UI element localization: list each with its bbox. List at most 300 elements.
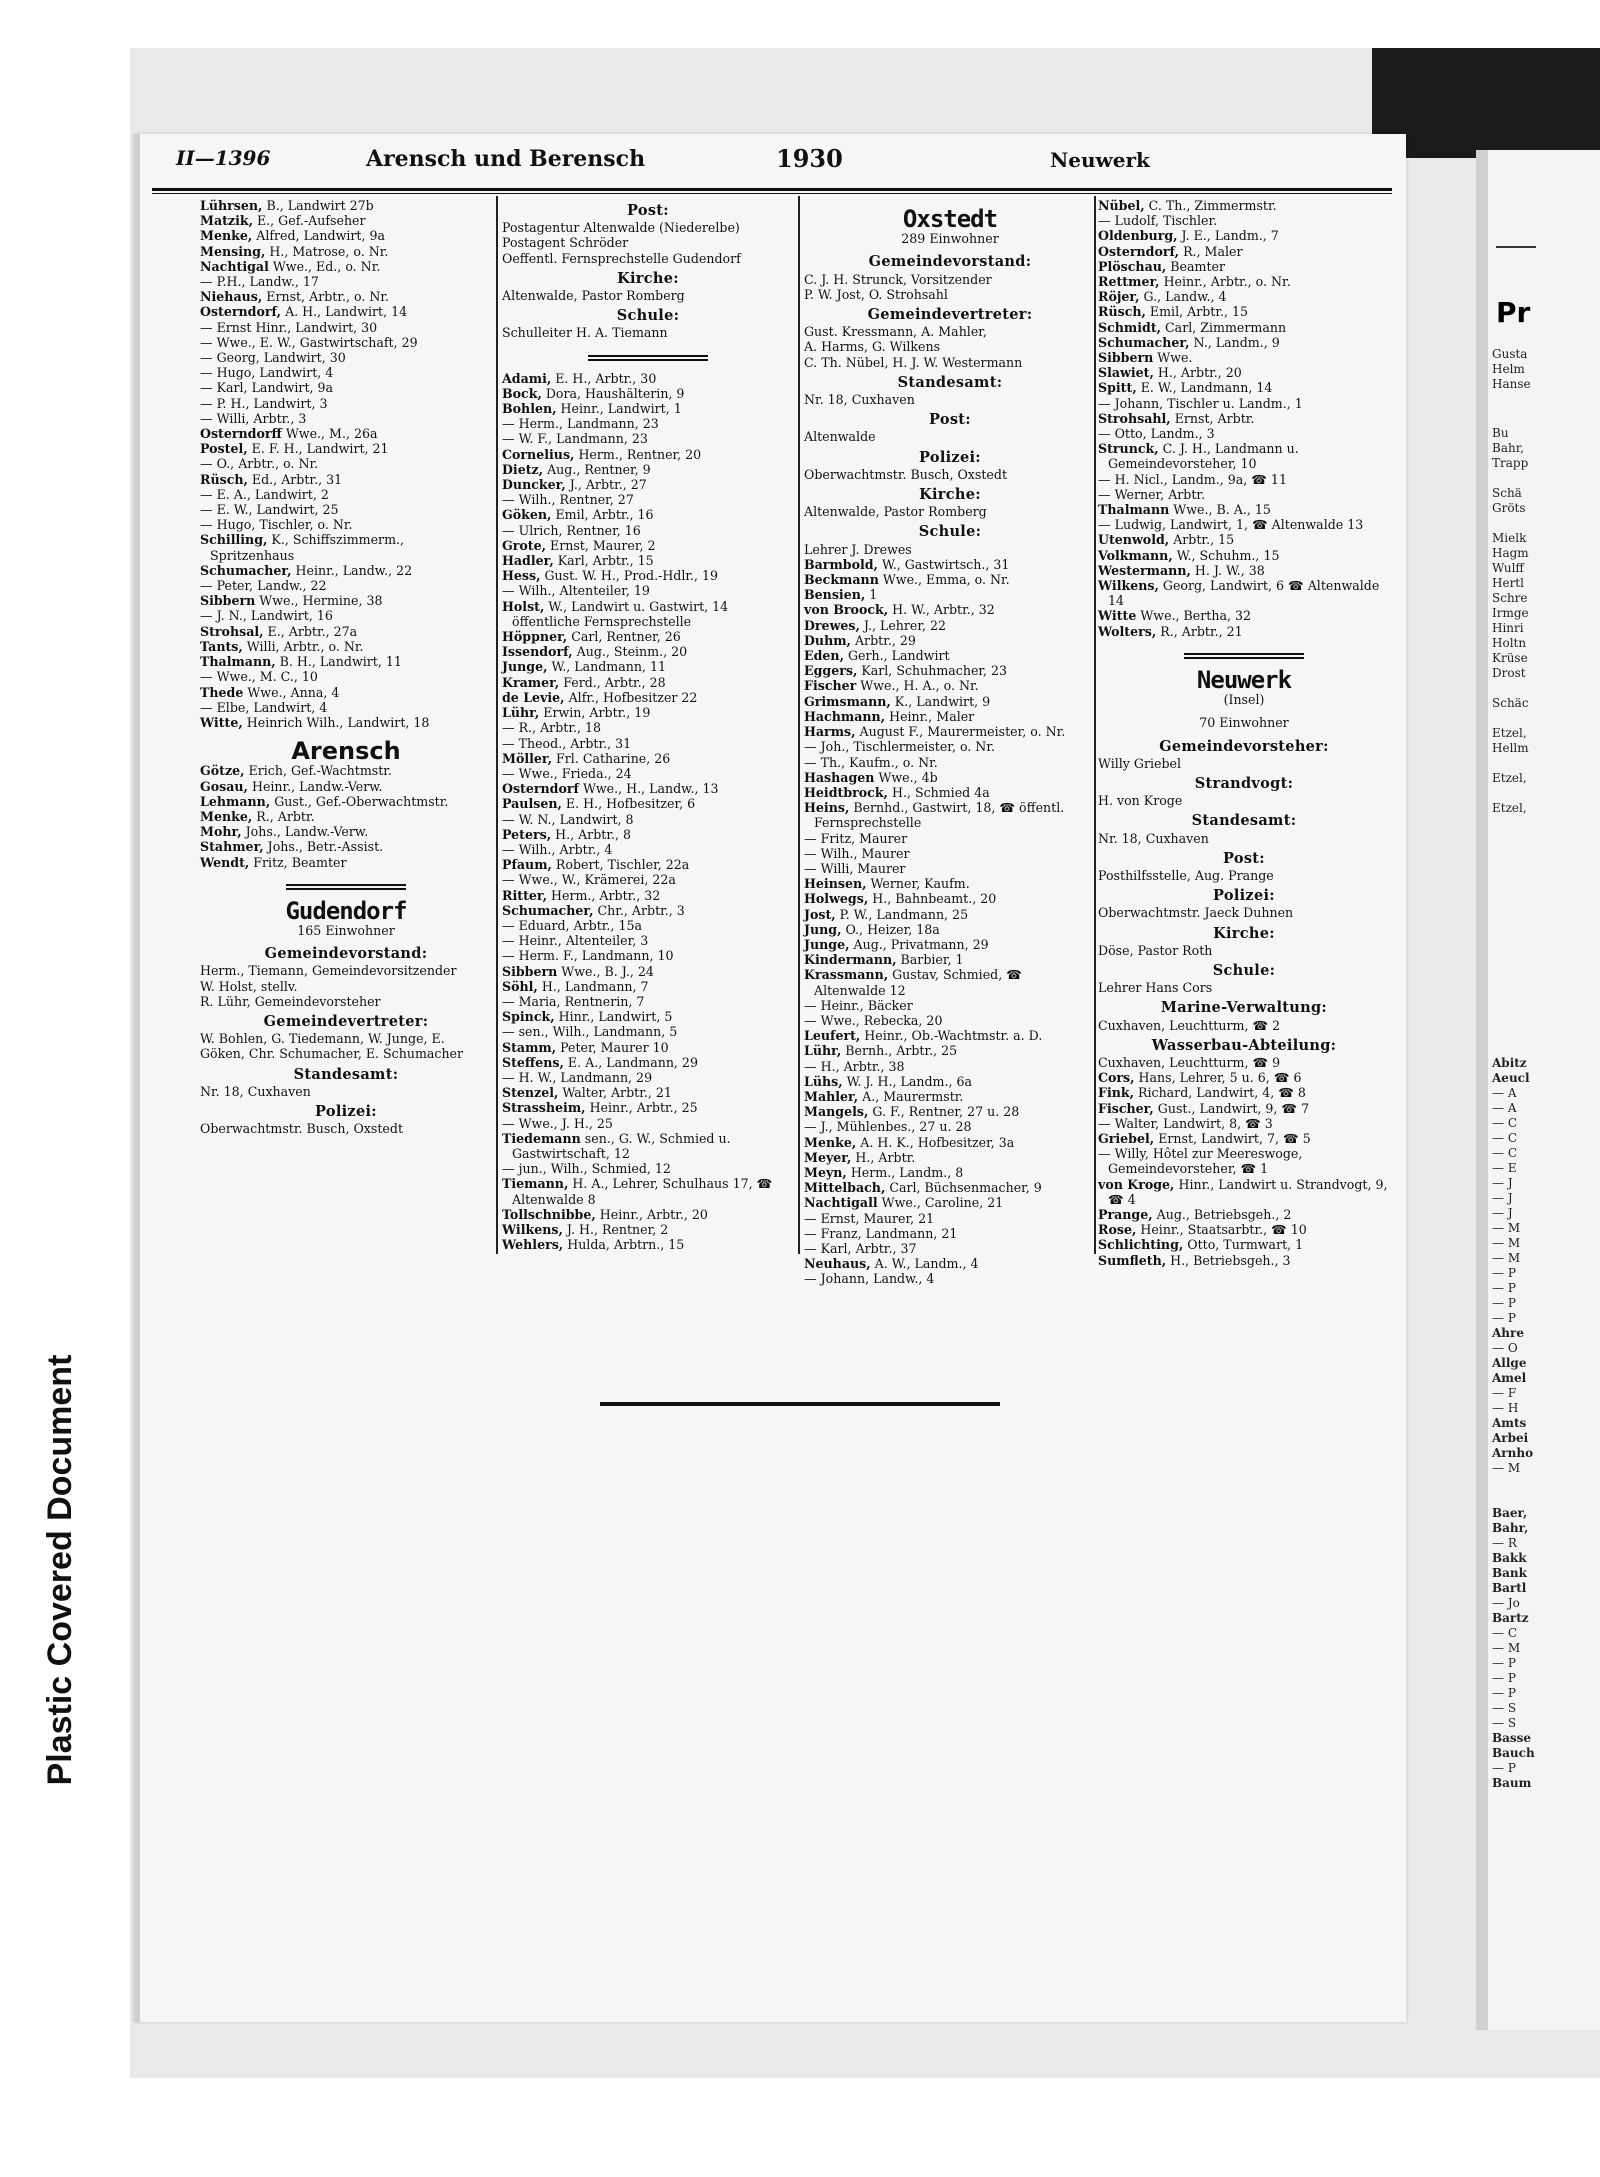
- directory-entry: [1098, 304, 1390, 319]
- directory-entry: [502, 477, 794, 492]
- header-places: Arensch und Berensch: [366, 146, 646, 172]
- entry-details: — Wilh., Rentner, 27: [502, 492, 634, 508]
- directory-entry: [200, 228, 492, 243]
- directory-entry: [502, 431, 794, 446]
- directory-entry: [502, 766, 794, 781]
- section-heading: Schule:: [1212, 961, 1276, 979]
- population-count: (Insel): [1223, 692, 1265, 708]
- entry-details: Heinr., Ob.-Wachtmstr. a. D.: [860, 1028, 1043, 1044]
- adjacent-line: Schä: [1492, 486, 1522, 500]
- section-heading: Polizei:: [315, 1102, 377, 1120]
- directory-entry: [502, 644, 794, 659]
- entry-details: Beamter: [1166, 258, 1225, 274]
- entry-details: Wwe.: [1153, 350, 1193, 366]
- entry-name: Eden,: [804, 648, 844, 664]
- entry-details: J. H., Rentner, 2: [562, 1222, 669, 1237]
- section-text: Cuxhaven, Leuchtturm, ☎ 2: [1098, 1017, 1281, 1033]
- entry-details: — Werner, Arbtr.: [1098, 486, 1206, 502]
- entry-details: Fritz, Beamter: [249, 854, 347, 870]
- entry-name: Nachtigal: [200, 258, 269, 274]
- directory-entry: [502, 507, 794, 522]
- directory-entry: [502, 1131, 794, 1161]
- entry-details: Alfred, Landwirt, 9a: [252, 228, 386, 244]
- directory-entry: [200, 502, 492, 517]
- directory-entry: [502, 523, 794, 538]
- entry-name: Volkmann,: [1098, 547, 1173, 563]
- entry-details: H., Arbtr., 8: [551, 826, 631, 842]
- entry-details: H. J. W., 38: [1190, 562, 1265, 578]
- adjacent-line: — P: [1492, 1311, 1516, 1325]
- adjacent-line: Baer,: [1492, 1506, 1528, 1520]
- entry-name: Tollschnibbe,: [502, 1206, 596, 1222]
- entry-details: Heinr., Staatsarbtr., ☎ 10: [1136, 1222, 1307, 1238]
- section-heading: Gemeindevorstand:: [868, 253, 1032, 271]
- entry-details: E., Gef.-Aufseher: [252, 213, 366, 229]
- directory-entry: [1098, 548, 1390, 563]
- section-text: Oberwachtmstr. Busch, Oxstedt: [804, 466, 1008, 482]
- section-heading: Schule:: [918, 523, 982, 541]
- entry-details: Heinr., Arbtr., 20: [595, 1206, 708, 1222]
- directory-entry: [502, 781, 794, 796]
- entry-details: Johs., Landw.-Verw.: [241, 824, 369, 840]
- adjacent-line: [1492, 471, 1600, 486]
- directory-entry: [502, 705, 794, 720]
- adjacent-line: [1492, 681, 1600, 696]
- entry-name: Schumacher,: [200, 562, 292, 578]
- entry-name: Rose,: [1098, 1222, 1137, 1238]
- closing-rule: [600, 1402, 1000, 1406]
- directory-entry: [804, 724, 1096, 739]
- entry-details: Gustav, Schmied, ☎ Altenwalde 12: [814, 967, 1022, 998]
- directory-entry: [804, 937, 1096, 952]
- entry-name: Drewes,: [804, 617, 860, 633]
- directory-entry: [1098, 380, 1390, 395]
- directory-entry: [502, 599, 794, 629]
- entry-name: Hadler,: [502, 553, 554, 569]
- entry-name: Rettmer,: [1098, 274, 1160, 290]
- entry-name: Witte: [1098, 608, 1137, 624]
- entry-details: Erich, Gef.-Wachtmstr.: [244, 763, 392, 779]
- entry-name: Osterndorff: [200, 426, 282, 442]
- section-text: C. J. H. Strunck, Vorsitzender: [804, 271, 992, 287]
- entry-details: E. H., Hofbesitzer, 6: [561, 796, 696, 812]
- adjacent-line: Basse: [1492, 1731, 1532, 1745]
- section-heading: Post:: [1223, 849, 1265, 867]
- directory-entry: [804, 618, 1096, 633]
- directory-entry: [804, 1226, 1096, 1241]
- adjacent-line: Hanse: [1492, 377, 1531, 391]
- entry-details: Hans, Lehrer, 5 u. 6, ☎ 6: [1134, 1070, 1302, 1086]
- entry-details: — Wwe., W., Krämerei, 22a: [502, 872, 676, 888]
- section-text: Oberwachtmstr. Jaeck Duhnen: [1098, 905, 1294, 921]
- section-text: Posthilfsstelle, Aug. Prange: [1098, 867, 1274, 883]
- place-heading: Neuwerk: [1196, 665, 1292, 694]
- adjacent-line: Holtn: [1492, 636, 1527, 650]
- entry-details: — Johann, Landw., 4: [804, 1271, 935, 1287]
- directory-entry: [804, 770, 1096, 785]
- entry-name: Beckmann: [804, 572, 879, 588]
- directory-entry: [804, 1028, 1096, 1043]
- entry-name: Rüsch,: [1098, 304, 1146, 320]
- directory-entry: [1098, 411, 1390, 426]
- entry-name: Duhm,: [804, 632, 851, 648]
- adjacent-line: Amts: [1492, 1416, 1527, 1430]
- directory-entry: [804, 602, 1096, 617]
- entry-name: Götze,: [200, 763, 245, 779]
- entry-name: Nübel,: [1098, 198, 1145, 213]
- directory-entry: [804, 800, 1096, 830]
- entry-details: — Hugo, Tischler, o. Nr.: [200, 517, 353, 533]
- entry-details: Arbtr., 29: [850, 632, 916, 648]
- directory-entry: [200, 472, 492, 487]
- entry-name: Lührsen,: [200, 198, 263, 213]
- directory-entry: [502, 1207, 794, 1222]
- entry-details: Gust. W. H., Prod.-Hdlr., 19: [540, 568, 719, 584]
- entry-name: Spinck,: [502, 1009, 555, 1025]
- adjacent-line: Ahre: [1492, 1326, 1524, 1340]
- entry-details: Carl, Büchsenmacher, 9: [885, 1180, 1042, 1196]
- entry-details: — Herm. F., Landmann, 10: [502, 948, 674, 964]
- entry-name: Prange,: [1098, 1206, 1153, 1222]
- entry-name: Wendt,: [200, 854, 250, 870]
- entry-details: Ernst, Maurer, 2: [546, 537, 656, 553]
- entry-details: — Willi, Arbtr., 3: [200, 410, 307, 426]
- entry-name: Thalmann,: [200, 654, 276, 670]
- directory-entry: [502, 1116, 794, 1131]
- entry-name: Schilling,: [200, 532, 268, 548]
- entry-name: Hashagen: [804, 769, 875, 785]
- entry-details: Wwe., Hermine, 38: [255, 593, 383, 609]
- entry-details: 1: [865, 587, 878, 603]
- entry-details: — Wwe., M. C., 10: [200, 669, 318, 685]
- entry-name: Osterndorf,: [1098, 243, 1180, 259]
- entry-name: Eggers,: [804, 663, 858, 679]
- entry-details: — sen., Wilh., Landmann, 5: [502, 1024, 678, 1040]
- directory-entry: [502, 994, 794, 1009]
- directory-entry: [502, 964, 794, 979]
- entry-name: Tants,: [200, 638, 243, 654]
- entry-details: — P.H., Landw., 17: [200, 274, 319, 290]
- directory-entry: [804, 1089, 1096, 1104]
- entry-details: Herm., Rentner, 20: [574, 446, 702, 462]
- adjacent-line: [1492, 756, 1600, 771]
- entry-name: Hess,: [502, 568, 541, 584]
- entry-details: — Karl, Landwirt, 9a: [200, 380, 334, 396]
- population-count: 165 Einwohner: [297, 922, 395, 938]
- entry-details: — W. F., Landmann, 23: [502, 431, 648, 447]
- entry-details: — P. H., Landwirt, 3: [200, 395, 328, 411]
- section-text: C. Th. Nübel, H. J. W. Westermann: [804, 354, 1023, 370]
- entry-name: Grote,: [502, 537, 547, 553]
- adjacent-line: Hertl: [1492, 576, 1524, 590]
- entry-details: Alfr., Hofbesitzer 22: [564, 689, 698, 705]
- directory-entry: [1098, 472, 1390, 487]
- directory-entry: [804, 891, 1096, 906]
- section-text: Döse, Pastor Roth: [1098, 942, 1213, 958]
- entry-details: Barbier, 1: [896, 952, 964, 968]
- entry-details: — jun., Wilh., Schmied, 12: [502, 1161, 671, 1177]
- entry-details: — O., Arbtr., o. Nr.: [200, 456, 319, 472]
- directory-entry: [1098, 517, 1390, 532]
- entry-details: Carl, Rentner, 26: [567, 629, 681, 645]
- directory-entry: [200, 654, 492, 669]
- adjacent-line: — J: [1492, 1206, 1513, 1220]
- directory-entry: [200, 426, 492, 441]
- adjacent-line: Amel: [1492, 1371, 1527, 1385]
- directory-entry: [804, 1256, 1096, 1271]
- directory-entry: [502, 447, 794, 462]
- entry-details: Hulda, Arbtrn., 15: [563, 1237, 685, 1253]
- directory-entry: [1098, 1237, 1390, 1252]
- adjacent-line: — P: [1492, 1656, 1516, 1670]
- adjacent-line: Wulff: [1492, 561, 1524, 575]
- column-separator: [496, 196, 498, 1254]
- directory-entry: [502, 1176, 794, 1206]
- entry-details: W., Gastwirtsch., 31: [877, 556, 1010, 572]
- directory-entry: [502, 918, 794, 933]
- entry-details: — Wilh., Arbtr., 4: [502, 841, 613, 857]
- section-text: Nr. 18, Cuxhaven: [1098, 830, 1209, 846]
- section-heading: Standesamt:: [897, 373, 1003, 391]
- directory-entry: [200, 396, 492, 411]
- entry-name: Hachmann,: [804, 708, 886, 724]
- adjacent-line: Arnho: [1492, 1446, 1534, 1460]
- adjacent-line: — H: [1492, 1401, 1519, 1415]
- directory-entry: [1098, 350, 1390, 365]
- directory-entry: [200, 274, 492, 289]
- directory-entry: [804, 1119, 1096, 1134]
- section-text: P. W. Jost, O. Strohsahl: [804, 286, 948, 302]
- population-count: 289 Einwohner: [901, 231, 999, 247]
- entry-name: Postel,: [200, 441, 248, 457]
- entry-details: R., Arbtr.: [252, 808, 315, 824]
- scan-dark-corner: [1372, 48, 1600, 158]
- entry-details: Ernst, Arbtr.: [1170, 410, 1255, 426]
- adjacent-line: — F: [1492, 1386, 1517, 1400]
- entry-name: Fischer: [804, 678, 857, 694]
- entry-name: Kramer,: [502, 674, 560, 690]
- directory-entry: [502, 1085, 794, 1100]
- scan-left-margin: [0, 48, 130, 2177]
- entry-name: Göken,: [502, 507, 552, 523]
- entry-name: Mensing,: [200, 243, 266, 259]
- directory-entry: [1098, 198, 1390, 213]
- section-text: H. von Kroge: [1098, 793, 1183, 809]
- entry-details: Wwe., H., Landw., 13: [578, 781, 719, 797]
- entry-details: Herm., Landm., 8: [846, 1164, 964, 1180]
- entry-details: Hinr., Landwirt, 5: [554, 1009, 673, 1025]
- adjacent-line: [1492, 1491, 1600, 1506]
- entry-name: Schlichting,: [1098, 1237, 1184, 1253]
- directory-entry: [200, 839, 492, 854]
- entry-details: — H., Arbtr., 38: [804, 1058, 905, 1074]
- entry-details: Chr., Arbtr., 3: [593, 902, 685, 918]
- directory-entry: [804, 861, 1096, 876]
- directory-entry: [502, 1161, 794, 1176]
- entry-details: — Georg, Landwirt, 30: [200, 350, 346, 366]
- entry-details: — Wwe., Frieda., 24: [502, 765, 632, 781]
- entry-name: Mangels,: [804, 1104, 869, 1120]
- entry-details: Emil, Arbtr., 16: [551, 507, 654, 523]
- entry-details: Heinr., Maler: [885, 708, 975, 724]
- directory-entry: [1098, 1131, 1390, 1146]
- entry-name: Strunck,: [1098, 441, 1159, 457]
- page-number: II—1396: [176, 146, 271, 170]
- entry-details: O., Heizer, 18a: [841, 921, 940, 937]
- adjacent-line: Gusta: [1492, 347, 1528, 361]
- section-heading: Wasserbau-Abteilung:: [1151, 1036, 1337, 1054]
- directory-entry: [200, 669, 492, 684]
- entry-details: J. E., Landm., 7: [1177, 228, 1279, 244]
- entry-details: H. A., Lehrer, Schulhaus 17, ☎ Altenwalde 8: [512, 1176, 773, 1207]
- section-text: Altenwalde, Pastor Romberg: [804, 504, 987, 520]
- directory-entry: [804, 1271, 1096, 1286]
- directory-entry: [1098, 213, 1390, 228]
- entry-name: Bohlen,: [502, 401, 557, 417]
- entry-details: — Wilh., Maurer: [804, 845, 910, 861]
- directory-entry: [502, 690, 794, 705]
- entry-details: — E. W., Landwirt, 25: [200, 502, 339, 518]
- adjacent-line: Etzel,: [1492, 771, 1527, 785]
- directory-entry: [804, 587, 1096, 602]
- directory-entry: [200, 809, 492, 824]
- entry-name: Junge,: [502, 659, 548, 675]
- entry-name: Duncker,: [502, 477, 566, 493]
- entry-name: Rüsch,: [200, 471, 248, 487]
- directory-entry: [200, 441, 492, 456]
- directory-entry: [502, 888, 794, 903]
- directory-entry: [1098, 1222, 1390, 1237]
- adjacent-line: — A: [1492, 1086, 1517, 1100]
- entry-name: Stahmer,: [200, 839, 264, 855]
- directory-entry: [502, 1040, 794, 1055]
- entry-name: Nachtigall: [804, 1195, 878, 1211]
- directory-entry: [502, 842, 794, 857]
- entry-details: — Karl, Arbtr., 37: [804, 1241, 917, 1256]
- entry-details: Aug., Steinm., 20: [572, 644, 688, 660]
- entry-details: Willi, Arbtr., o. Nr.: [242, 638, 364, 654]
- directory-entry: [502, 659, 794, 674]
- section-text: Lehrer J. Drewes: [804, 541, 912, 557]
- entry-details: Wwe., M., 26a: [281, 426, 378, 442]
- entry-details: R., Maler: [1179, 243, 1243, 259]
- entry-details: H., Bahnbeamt., 20: [868, 891, 997, 907]
- entry-details: Karl, Arbtr., 15: [553, 553, 654, 569]
- entry-name: de Levie,: [502, 689, 565, 705]
- adjacent-line: Helm: [1492, 362, 1525, 376]
- directory-entry: [1098, 1101, 1390, 1116]
- entry-details: — H. Nicl., Landm., 9a, ☎ 11: [1098, 471, 1287, 487]
- directory-entry: [200, 639, 492, 654]
- entry-details: W., Landmann, 11: [547, 659, 666, 675]
- entry-name: Fink,: [1098, 1085, 1134, 1101]
- entry-details: — Wwe., Rebecka, 20: [804, 1012, 943, 1028]
- entry-details: W., Landwirt u. Gastwirt, 14 öffentliche Fernsprechstelle: [512, 598, 729, 629]
- adjacent-line: Drost: [1492, 666, 1526, 680]
- entry-details: — Heinr., Altenteiler, 3: [502, 933, 649, 949]
- directory-entry: [1098, 441, 1390, 471]
- column-1: [200, 198, 492, 1136]
- entry-name: Lühr,: [804, 1043, 842, 1059]
- entry-name: Jost,: [804, 906, 836, 922]
- directory-entry: [502, 553, 794, 568]
- entry-details: Arbtr., 15: [1169, 532, 1235, 548]
- entry-details: — Ernst Hinr., Landwirt, 30: [200, 319, 378, 335]
- directory-entry: [804, 922, 1096, 937]
- directory-entry: [804, 1211, 1096, 1226]
- entry-details: — Wwe., J. H., 25: [502, 1115, 613, 1131]
- entry-name: Cornelius,: [502, 446, 575, 462]
- adjacent-line: Baum: [1492, 1776, 1532, 1790]
- entry-name: Sumfleth,: [1098, 1252, 1167, 1268]
- entry-name: Strohsahl,: [1098, 410, 1171, 426]
- directory-entry: [1098, 624, 1390, 639]
- adjacent-line: Allge: [1492, 1356, 1527, 1370]
- section-text: Schulleiter H. A. Tiemann: [502, 325, 668, 341]
- directory-entry: [502, 416, 794, 431]
- directory-entry: [502, 629, 794, 644]
- directory-entry: [804, 1074, 1096, 1089]
- adjacent-line: — M: [1492, 1236, 1521, 1250]
- entry-name: Barmbold,: [804, 556, 878, 572]
- entry-name: Westermann,: [1098, 562, 1191, 578]
- directory-entry: [804, 678, 1096, 693]
- entry-details: — R., Arbtr., 18: [502, 720, 601, 736]
- directory-entry: [502, 827, 794, 842]
- entry-details: — J. N., Landwirt, 16: [200, 608, 333, 624]
- entry-details: B. H., Landwirt, 11: [275, 654, 402, 670]
- directory-entry: [502, 933, 794, 948]
- adjacent-line: — M: [1492, 1641, 1521, 1655]
- adjacent-line: Etzel,: [1492, 801, 1527, 815]
- adjacent-line: — P: [1492, 1671, 1516, 1685]
- entry-name: Meyn,: [804, 1164, 847, 1180]
- directory-entry: [200, 487, 492, 502]
- section-heading: Gemeindevertreter:: [867, 306, 1033, 324]
- entry-details: Wwe., B. J., 24: [557, 963, 654, 979]
- entry-details: E. F. H., Landwirt, 21: [247, 441, 389, 457]
- directory-entry: [1098, 365, 1390, 380]
- directory-entry: [200, 532, 492, 562]
- section-heading: Gemeindevorstand:: [264, 945, 428, 963]
- section-divider: [1184, 653, 1304, 659]
- entry-name: Heidtbrock,: [804, 784, 888, 800]
- entry-details: G. F., Rentner, 27 u. 28: [868, 1104, 1020, 1120]
- directory-entry: [502, 386, 794, 401]
- section-heading: Polizei:: [919, 448, 981, 466]
- adjacent-line: Arbei: [1492, 1431, 1529, 1445]
- section-text: Oeffentl. Fernsprechstelle Gudendorf: [502, 250, 741, 266]
- entry-details: Ernst, Arbtr., o. Nr.: [262, 289, 390, 305]
- adjacent-line: — O: [1492, 1341, 1518, 1355]
- entry-name: Tiemann,: [502, 1176, 569, 1192]
- section-text: Gust. Kressmann, A. Mahler,: [804, 324, 987, 340]
- entry-name: Issendorf,: [502, 644, 573, 660]
- book-gutter: [1476, 150, 1488, 2030]
- directory-entry: [502, 1237, 794, 1252]
- entry-details: Heinr., Landw.-Verw.: [247, 778, 383, 794]
- entry-name: Harms,: [804, 724, 856, 740]
- entry-details: — Peter, Landw., 22: [200, 578, 327, 594]
- directory-entry: [804, 967, 1096, 997]
- entry-name: Menke,: [804, 1134, 857, 1150]
- directory-entry: [502, 675, 794, 690]
- adjacent-line: Hinri: [1492, 621, 1524, 635]
- directory-entry: [502, 812, 794, 827]
- directory-entry: [1098, 1253, 1390, 1268]
- directory-entry: [200, 335, 492, 350]
- entry-name: Osterndorf,: [200, 304, 282, 320]
